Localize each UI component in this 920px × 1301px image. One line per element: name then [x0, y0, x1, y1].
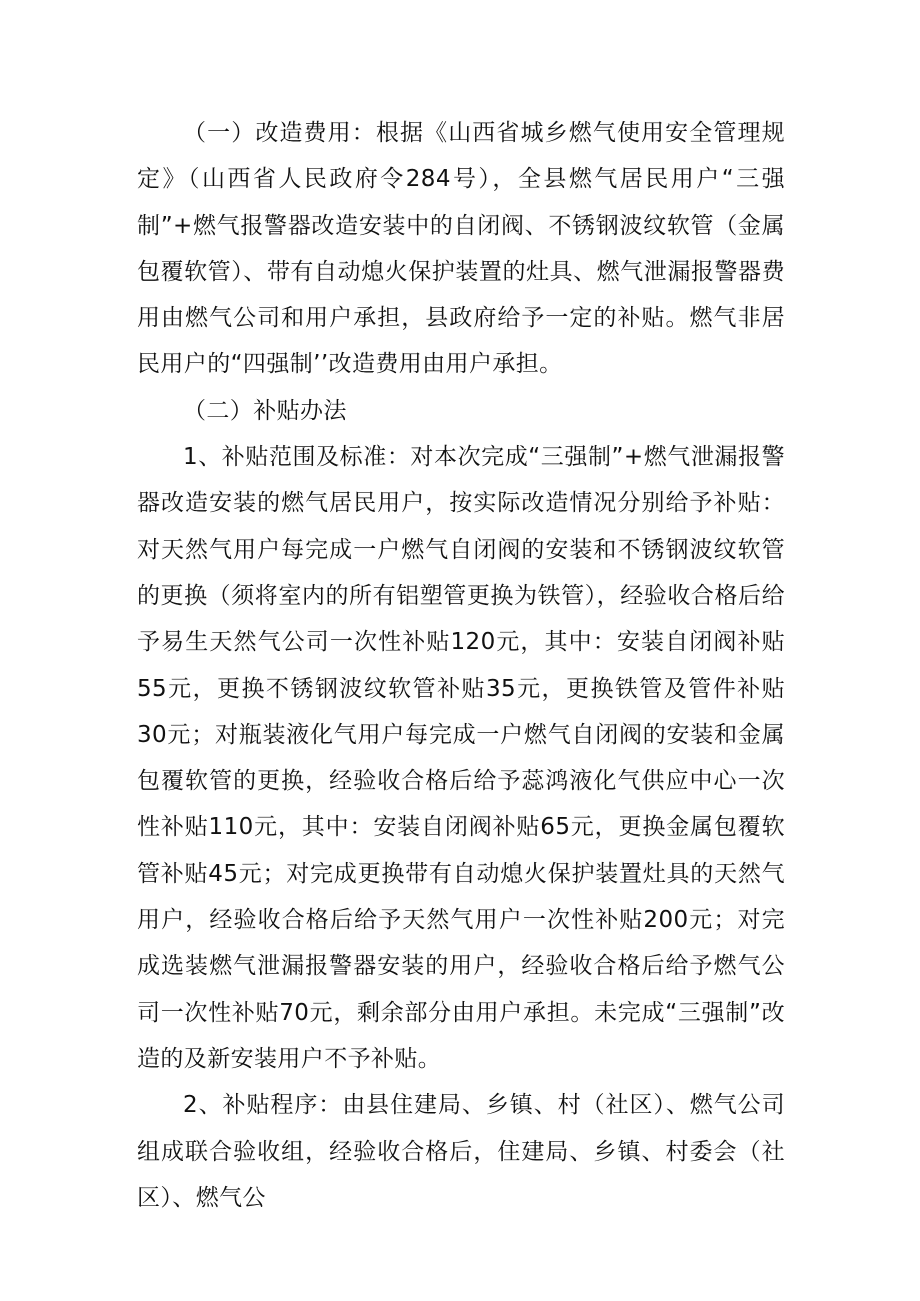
paragraph-subsidy-method-heading: （二）补贴办法 — [183, 397, 347, 424]
paragraph-subsidy-procedure: 2、补贴程序：由县住建局、乡镇、村（社区）、燃气公司组成联合验收组，经验收合格后，住建局、乡镇、村委会（社区）、燃气公 — [137, 1092, 785, 1211]
paragraph-subsidy-scope: 1、补贴范围及标准：对本次完成“三强制”+燃气泄漏报警器改造安装的燃气居民用户，按实际改造情况分别给予补贴：对天然气用户每完成一户燃气自闭阀的安装和不锈钢波纹软管的更换（须将室内的所有铝塑管更换为铁管），经验收合格后给予易生天然气公司一次性补贴120元，其中：安装自闭阀补贴55元，更换不锈钢波纹软管补贴35元，更换铁管及管件补贴30元；对瓶装液化气用户每完成一户燃气自闭阀的安装和金属包覆软管的更换，经验收合格后给予蕊鸿液化气供应中心一次性补贴110元，其中：安装自闭阀补贴65元，更换金属包覆软管补贴45元；对完成更换带有自动熄火保护装置灶具的天然气用户，经验收合格后给予天然气用户一次性补贴200元；对完成选装燃气泄漏报警器安装的用户，经验收合格后给予燃气公司一次性补贴70元，剩余部分由用户承担。未完成“三强制”改造的及新安装用户不予补贴。 — [137, 444, 785, 1072]
document-body — [137, 110, 785, 1221]
paragraph-renovation-cost: （一）改造费用：根据《山西省城乡燃气使用安全管理规定》（山西省人民政府令284号），全县燃气居民用户“三强制”+燃气报警器改造安装中的自闭阀、不锈钢波纹软管（金属包覆软管）、带有自动熄火保护装置的灶具、燃气泄漏报警器费用由燃气公司和用户承担，县政府给予一定的补贴。燃气非居民用户的“四强制’’改造费用由用户承担。 — [137, 120, 785, 378]
